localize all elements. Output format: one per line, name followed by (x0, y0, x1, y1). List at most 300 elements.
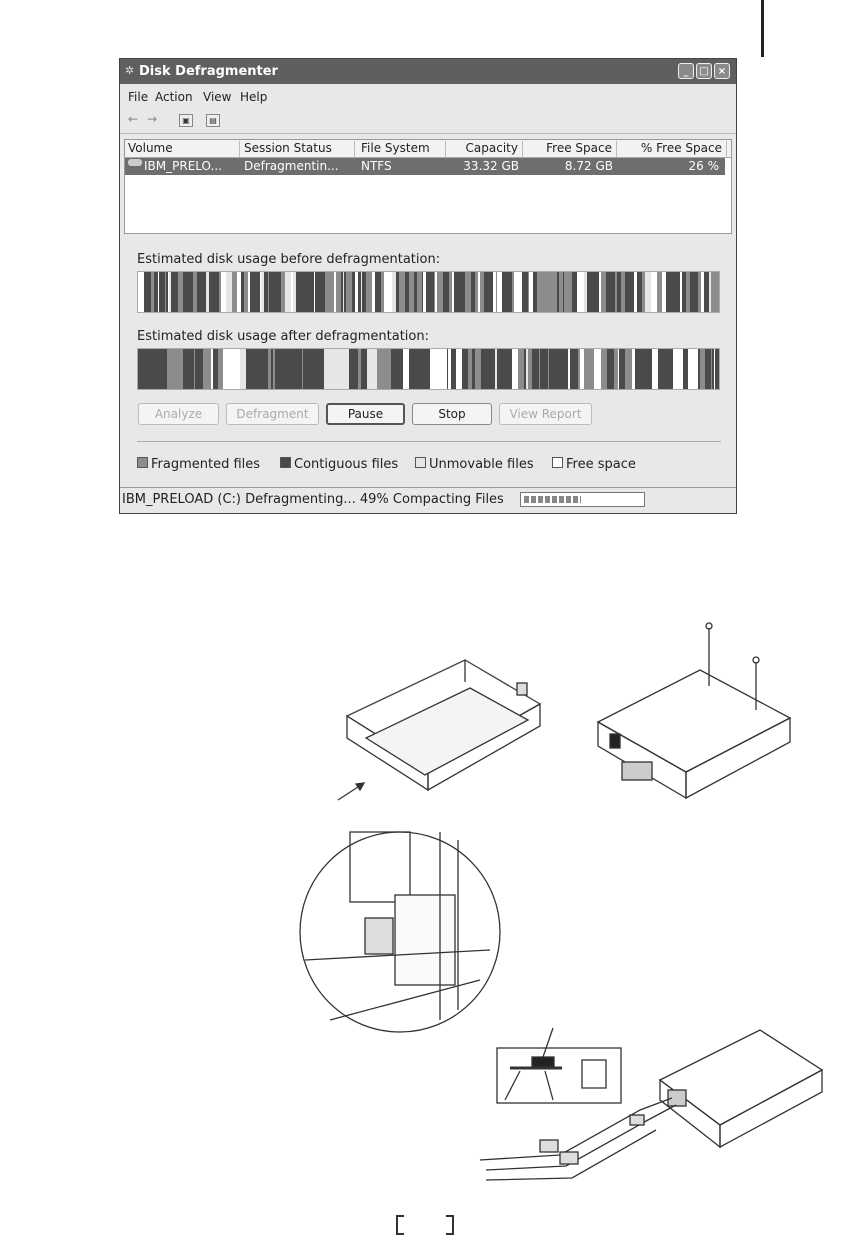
properties-icon[interactable]: ▤ (206, 114, 220, 127)
usage-stripe (307, 272, 309, 312)
stop-button[interactable]: Stop (412, 403, 492, 425)
usage-stripe (305, 349, 312, 389)
usage-stripe (590, 272, 596, 312)
usage-stripe (496, 272, 497, 312)
usage-stripe (532, 349, 533, 389)
usage-stripe (256, 272, 260, 312)
usage-stripe (539, 349, 540, 389)
usage-stripe (358, 272, 361, 312)
usage-stripe (422, 272, 423, 312)
usage-stripe (615, 272, 617, 312)
progress-bar (520, 492, 645, 507)
volume-list-header (125, 140, 731, 158)
usage-stripe (437, 349, 447, 389)
usage-stripe (512, 272, 514, 312)
usage-stripe (414, 272, 417, 312)
usage-stripe (197, 272, 203, 312)
usage-stripe (237, 272, 241, 312)
usage-stripe (302, 349, 303, 389)
usage-stripe (528, 349, 532, 389)
usage-stripe (645, 272, 651, 312)
usage-stripe (261, 272, 264, 312)
usage-stripe (405, 272, 409, 312)
legend-fragmented (137, 457, 260, 472)
menu-help[interactable]: Help (240, 90, 268, 104)
usage-stripe (671, 349, 673, 389)
usage-stripe (658, 349, 662, 389)
usage-stripe (336, 349, 337, 389)
usage-stripe (337, 349, 349, 389)
after-usage-bar (137, 348, 720, 390)
usage-stripe (549, 349, 552, 389)
usage-stripe (358, 349, 361, 389)
usage-stripe (598, 349, 601, 389)
usage-stripe (346, 272, 352, 312)
usage-stripe (432, 349, 437, 389)
installation-illustration (0, 600, 850, 1240)
usage-stripe (588, 349, 594, 389)
column-free-space[interactable]: Free Space (525, 141, 617, 157)
usage-stripe (491, 349, 495, 389)
usage-stripe (203, 272, 206, 312)
usage-stripe (448, 349, 451, 389)
usage-stripe (472, 272, 475, 312)
usage-stripe (568, 349, 570, 389)
usage-stripe (153, 349, 167, 389)
usage-stripe (384, 272, 389, 312)
column-percent-free-space[interactable]: % Free Space (619, 141, 727, 157)
usage-stripe (143, 349, 153, 389)
usage-stripe (181, 349, 183, 389)
usage-stripe (652, 272, 657, 312)
forward-arrow-icon[interactable]: → (147, 112, 158, 126)
usage-stripe (312, 349, 324, 389)
usage-stripe (452, 272, 454, 312)
usage-stripe (584, 349, 588, 389)
column-volume[interactable]: Volume (128, 141, 240, 157)
usage-stripe (178, 272, 183, 312)
usage-stripe (619, 349, 625, 389)
usage-stripe (697, 272, 698, 312)
usage-stripe (520, 272, 522, 312)
usage-stripe (484, 272, 490, 312)
usage-stripe (614, 349, 618, 389)
usage-stripe (268, 272, 269, 312)
usage-stripe (694, 349, 698, 389)
usage-stripe (211, 349, 213, 389)
usage-stripe (246, 349, 257, 389)
usage-stripe (480, 272, 481, 312)
menu-view[interactable]: View (203, 90, 232, 104)
usage-stripe (462, 349, 467, 389)
maximize-button[interactable]: □ (696, 63, 712, 79)
page-edge-line (761, 0, 764, 57)
usage-stripe (705, 349, 711, 389)
usage-stripe (711, 349, 712, 389)
usage-stripe (471, 272, 472, 312)
usage-stripe (334, 272, 336, 312)
usage-stripe (714, 272, 719, 312)
usage-stripe (296, 272, 301, 312)
usage-stripe (472, 349, 475, 389)
usage-stripe (450, 272, 452, 312)
usage-stripe (596, 272, 598, 312)
cell-free-space: 8.72 GB (564, 159, 613, 173)
usage-stripe (291, 272, 292, 312)
usage-stripe (173, 349, 181, 389)
usage-stripe (481, 349, 485, 389)
usage-stripe (712, 349, 714, 389)
cell-file-system: NTFS (361, 159, 392, 173)
defrag-app-icon: ✲ (125, 64, 135, 77)
usage-stripe (594, 349, 595, 389)
usage-stripe (193, 272, 197, 312)
usage-stripe (678, 349, 683, 389)
before-label: Estimated disk usage before defragmentation: (137, 252, 441, 267)
usage-stripe (706, 272, 707, 312)
usage-stripe (336, 272, 341, 312)
separator (137, 441, 721, 442)
usage-stripe (666, 272, 672, 312)
free-space-swatch (552, 457, 563, 468)
usage-stripe (292, 272, 293, 312)
usage-stripe (271, 349, 273, 389)
usage-stripe (349, 349, 358, 389)
legend-contiguous-label: Contiguous files (294, 457, 399, 472)
usage-stripe (232, 272, 237, 312)
minimize-button[interactable]: _ (678, 63, 694, 79)
usage-stripe (505, 272, 507, 312)
usage-stripe (551, 272, 557, 312)
usage-stripe (458, 272, 463, 312)
usage-stripe (162, 272, 165, 312)
usage-stripe (184, 349, 194, 389)
table-row[interactable] (125, 158, 725, 175)
legend-contiguous (280, 457, 398, 472)
usage-stripe (341, 272, 343, 312)
usage-stripe (621, 272, 625, 312)
usage-stripe (169, 272, 171, 312)
usage-stripe (497, 349, 500, 389)
view-report-button[interactable]: View Report (499, 403, 592, 425)
progress-fill (524, 496, 581, 503)
fragmented-swatch (137, 457, 148, 468)
usage-stripe (563, 349, 567, 389)
usage-stripe (502, 272, 505, 312)
usage-stripe (221, 272, 226, 312)
pause-button[interactable]: Pause (326, 403, 405, 425)
usage-stripe (396, 272, 399, 312)
close-button[interactable]: × (714, 63, 730, 79)
usage-stripe (314, 272, 315, 312)
usage-stripe (417, 272, 422, 312)
rear-panel-view (497, 1028, 621, 1103)
usage-stripe (381, 272, 384, 312)
usage-stripe (167, 349, 173, 389)
usage-stripe (643, 349, 645, 389)
usage-stripe (171, 272, 174, 312)
usage-stripe (355, 272, 358, 312)
usage-stripe (151, 272, 154, 312)
usage-stripe (512, 349, 518, 389)
usage-stripe (503, 349, 509, 389)
usage-stripe (680, 272, 682, 312)
enclosure-with-cables (480, 1030, 822, 1180)
cell-capacity: 33.32 GB (463, 159, 519, 173)
usage-stripe (209, 272, 212, 312)
usage-stripe (166, 272, 168, 312)
usage-stripe (463, 272, 465, 312)
usage-stripe (154, 272, 158, 312)
usage-stripe (195, 349, 203, 389)
usage-stripe (257, 349, 268, 389)
usage-stripe (698, 349, 700, 389)
usage-stripe (548, 349, 549, 389)
column-capacity[interactable]: Capacity (447, 141, 523, 157)
menu-action[interactable]: Action (155, 90, 193, 104)
usage-stripe (331, 272, 334, 312)
usage-stripe (528, 272, 529, 312)
usage-stripe (468, 349, 472, 389)
analyze-button[interactable]: Analyze (138, 403, 219, 425)
usage-stripe (578, 349, 580, 389)
defragment-button[interactable]: Defragment (226, 403, 319, 425)
usage-stripe (548, 272, 550, 312)
usage-stripe (609, 272, 612, 312)
usage-stripe (576, 272, 577, 312)
usage-stripe (676, 272, 680, 312)
usage-stripe (159, 272, 162, 312)
console-tree-icon[interactable]: ▣ (179, 114, 193, 127)
usage-stripe (686, 272, 690, 312)
usage-stripe (662, 349, 666, 389)
usage-stripe (642, 272, 645, 312)
usage-stripe (618, 349, 619, 389)
usage-stripe (409, 349, 423, 389)
contiguous-swatch (280, 457, 291, 468)
usage-stripe (435, 272, 437, 312)
usage-stripe (194, 349, 195, 389)
usage-stripe (563, 272, 564, 312)
usage-stripe (524, 349, 526, 389)
usage-stripe (377, 349, 391, 389)
usage-stripe (223, 349, 231, 389)
cell-session-status: Defragmentin... (244, 159, 339, 173)
usage-stripe (500, 349, 503, 389)
usage-stripe (587, 272, 590, 312)
usage-stripe (345, 272, 346, 312)
usage-stripe (701, 272, 704, 312)
usage-stripe (260, 272, 261, 312)
usage-stripe (552, 349, 558, 389)
usage-stripe (454, 272, 458, 312)
usage-stripe (672, 272, 676, 312)
usage-stripe (434, 272, 435, 312)
usage-stripe (306, 272, 307, 312)
usage-stripe (451, 349, 456, 389)
after-label: Estimated disk usage after defragmentation: (137, 329, 429, 344)
usage-stripe (584, 272, 587, 312)
usage-stripe (213, 349, 218, 389)
usage-stripe (639, 349, 643, 389)
usage-stripe (550, 272, 551, 312)
usage-stripe (344, 272, 345, 312)
usage-stripe (683, 349, 688, 389)
usage-stripe (244, 272, 248, 312)
usage-stripe (673, 349, 675, 389)
usage-stripe (526, 349, 528, 389)
usage-stripe (507, 272, 512, 312)
usage-stripe (708, 272, 709, 312)
usage-stripe (275, 272, 281, 312)
usage-stripe (711, 272, 714, 312)
usage-stripe (352, 272, 355, 312)
usage-stripe (481, 272, 484, 312)
usage-stripe (537, 272, 543, 312)
menu-file[interactable]: File (128, 90, 149, 104)
usage-stripe (250, 272, 256, 312)
usage-stripe (275, 349, 289, 389)
usage-stripe (569, 272, 572, 312)
usage-stripe (423, 349, 430, 389)
usage-stripe (625, 272, 628, 312)
usage-stripe (399, 272, 405, 312)
usage-stripe (214, 272, 219, 312)
usage-stripe (688, 349, 694, 389)
usage-stripe (269, 272, 275, 312)
usage-stripe (430, 349, 432, 389)
usage-stripe (187, 272, 193, 312)
title-bar[interactable] (120, 59, 736, 84)
usage-stripe (315, 272, 319, 312)
closed-drive-enclosure (598, 623, 790, 798)
usage-stripe (465, 272, 471, 312)
usage-stripe (183, 349, 184, 389)
usage-stripe (533, 349, 539, 389)
usage-stripe (449, 272, 450, 312)
usage-stripe (309, 272, 314, 312)
usage-stripe (423, 272, 426, 312)
usage-stripe (174, 272, 178, 312)
usage-stripe (606, 272, 609, 312)
usage-stripe (497, 272, 502, 312)
usage-stripe (138, 272, 144, 312)
usage-stripe (535, 272, 537, 312)
usage-stripe (514, 272, 520, 312)
usage-stripe (493, 272, 496, 312)
usage-stripe (509, 349, 512, 389)
usage-stripe (183, 272, 184, 312)
usage-stripe (212, 272, 214, 312)
usage-stripe (518, 349, 524, 389)
usage-stripe (443, 272, 449, 312)
usage-stripe (289, 272, 291, 312)
usage-stripe (700, 349, 705, 389)
usage-stripe (558, 349, 563, 389)
legend-unmovable-label: Unmovable files (429, 457, 534, 472)
usage-stripe (705, 272, 706, 312)
disk-defragmenter-window (119, 58, 737, 514)
usage-stripe (715, 349, 719, 389)
usage-stripe (527, 272, 528, 312)
usage-stripe (145, 272, 151, 312)
usage-stripe (559, 272, 563, 312)
usage-stripe (231, 349, 240, 389)
usage-stripe (243, 272, 244, 312)
usage-stripe (362, 272, 366, 312)
usage-stripe (475, 349, 481, 389)
column-session-status[interactable]: Session Status (244, 141, 355, 157)
before-usage-bar (137, 271, 720, 313)
cell-volume: IBM_PRELO... (144, 159, 222, 173)
usage-stripe (165, 272, 166, 312)
usage-stripe (628, 272, 634, 312)
usage-stripe (607, 349, 612, 389)
usage-stripe (675, 349, 678, 389)
back-arrow-icon[interactable]: ← (128, 112, 139, 126)
usage-stripe (158, 272, 159, 312)
usage-stripe (367, 349, 377, 389)
usage-stripe (219, 272, 221, 312)
page-bracket-left (396, 1215, 404, 1235)
usage-stripe (662, 272, 666, 312)
usage-stripe (579, 272, 584, 312)
usage-stripe (533, 272, 535, 312)
window-title: Disk Defragmenter (139, 64, 278, 79)
usage-stripe (696, 272, 697, 312)
usage-stripe (704, 272, 705, 312)
analysis-panel (124, 237, 732, 487)
usage-stripe (206, 272, 209, 312)
usage-stripe (467, 349, 468, 389)
usage-stripe (570, 349, 572, 389)
usage-stripe (144, 272, 145, 312)
status-text: IBM_PRELOAD (C:) Defragmenting... 49% Compacting Files (122, 492, 504, 507)
column-file-system[interactable]: File System (361, 141, 446, 157)
usage-stripe (529, 272, 533, 312)
legend-unmovable (415, 457, 534, 472)
usage-stripe (361, 349, 367, 389)
usage-stripe (430, 272, 434, 312)
usage-stripe (645, 349, 649, 389)
usage-stripe (649, 349, 652, 389)
usage-stripe (657, 272, 662, 312)
toolbar (120, 109, 736, 134)
usage-stripe (241, 272, 243, 312)
usage-stripe (612, 349, 614, 389)
usage-stripe (632, 349, 635, 389)
usage-stripe (564, 272, 569, 312)
hard-drive-icon (128, 159, 142, 166)
volume-list (124, 139, 732, 234)
usage-stripe (281, 272, 285, 312)
usage-stripe (567, 349, 568, 389)
usage-stripe (375, 272, 381, 312)
usage-stripe (391, 349, 403, 389)
usage-stripe (572, 349, 578, 389)
status-bar (120, 487, 736, 513)
usage-stripe (324, 349, 336, 389)
usage-stripe (475, 272, 478, 312)
usage-stripe (203, 349, 211, 389)
usage-stripe (301, 272, 304, 312)
usage-stripe (690, 272, 696, 312)
usage-stripe (303, 349, 305, 389)
usage-stripe (542, 349, 548, 389)
usage-stripe (669, 349, 671, 389)
usage-stripe (522, 272, 527, 312)
usage-stripe (218, 349, 223, 389)
